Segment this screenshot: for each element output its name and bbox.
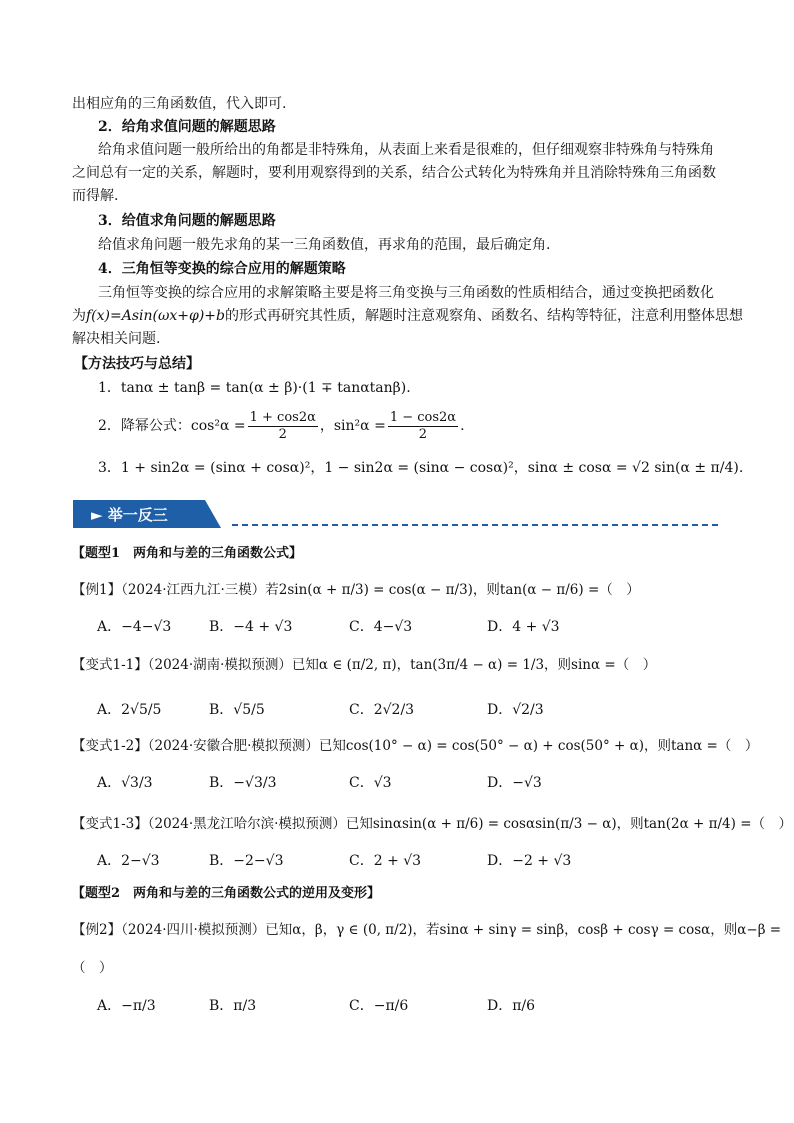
- f2-middle: ，sin²α =: [319, 418, 386, 434]
- v11-option-b: B．√5/5: [209, 702, 265, 718]
- ex2-option-d: D．π/6: [487, 998, 536, 1014]
- heading-2: 2．给角求值问题的解题思路: [98, 119, 276, 135]
- v11-option-d: D．√2/3: [487, 702, 544, 718]
- summary-formula-1: 1．tanα ± tanβ = tan(α ± β)·(1 ∓ tanαtanβ).: [98, 380, 411, 396]
- summary-formula-2: [98, 408, 465, 444]
- v12-option-a: A．√3/3: [97, 775, 153, 791]
- ex2-option-a: A．−π/3: [97, 998, 156, 1014]
- v13-option-a: A．2−√3: [97, 853, 160, 869]
- ex1-option-a: A．−4−√3: [97, 619, 172, 635]
- v13-option-b: B．−2−√3: [209, 853, 284, 869]
- f2-den-1: 2: [278, 426, 287, 442]
- paragraph-2-line-3: 而得解.: [72, 188, 119, 204]
- ex2-option-c: C．−π/6: [349, 998, 409, 1014]
- variant-1-3-stem: 【变式1-3】（2024·黑龙江哈尔滨·模拟预测）已知sinαsin(α + π/6) = cosαsin(π/3 − α)，则tan(2α + π/4) =（ ）: [72, 816, 793, 832]
- v12-option-b: B．−√3/3: [209, 775, 277, 791]
- intro-line-1: 出相应角的三角函数值，代入即可.: [72, 96, 287, 112]
- f2-end: .: [460, 418, 465, 434]
- summary-formula-3: 3．1 + sin2α = (sinα + cosα)²，1 − sin2α = (sinα − cosα)²，sinα ± cosα = √2 sin(α ± π/4).: [98, 460, 744, 476]
- paragraph-3: 给值求角问题一般先求角的某一三角函数值，再求角的范围，最后确定角.: [98, 237, 551, 253]
- v11-option-a: A．2√5/5: [97, 702, 162, 718]
- paragraph-2-line-1: 给角求值问题一般所给出的角都是非特殊角，从表面上来看是很难的，但仔细观察非特殊角与特殊角: [98, 142, 714, 158]
- summary-title: 【方法技巧与总结】: [74, 356, 200, 372]
- example-2-stem-cont: （ ）: [72, 960, 113, 976]
- example-2-stem: 【例2】（2024·四川·模拟预测）已知α，β，γ ∈ (0, π/2)，若sinα + sinγ = sinβ，cosβ + cosγ = cosα，则α−β =: [72, 922, 782, 938]
- p4-pre: 为: [72, 308, 86, 324]
- v12-option-c: C．√3: [349, 775, 392, 791]
- f2-num-2: 1 − cos2α: [389, 409, 457, 425]
- ex1-option-d: D．4 + √3: [487, 619, 560, 635]
- paragraph-2-line-2: 之间总有一定的关系，解题时，要利用观察得到的关系，结合公式转化为特殊角并且消除特殊角三角函数: [72, 165, 716, 181]
- v13-option-d: D．−2 + √3: [487, 853, 572, 869]
- v11-option-c: C．2√2/3: [349, 702, 415, 718]
- p4-post: 的形式再研究其性质，解题时注意观察角、函数名、结构等特征，注意利用整体思想: [224, 308, 743, 324]
- f2-num-1: 1 + cos2α: [249, 409, 316, 425]
- f2-fraction-2: [388, 410, 458, 443]
- paragraph-4-line-3: 解决相关问题.: [72, 331, 161, 347]
- variant-1-2-stem: 【变式1-2】（2024·安徽合肥·模拟预测）已知cos(10° − α) = cos(50° − α) + cos(50° + α)，则tanα =（ ）: [72, 738, 759, 754]
- ex1-option-b: B．−4 + √3: [209, 619, 293, 635]
- v13-option-c: C．2 + √3: [349, 853, 422, 869]
- paragraph-4-line-1: 三角恒等变换的综合应用的求解策略主要是将三角变换与三角函数的性质相结合，通过变换把函数化: [98, 285, 714, 301]
- type-1-heading: 【题型1 两角和与差的三角函数公式】: [72, 546, 303, 561]
- heading-4: 4．三角恒等变换的综合应用的解题策略: [98, 261, 346, 277]
- paragraph-4-line-2: [72, 306, 743, 326]
- f2-fraction-1: [248, 410, 318, 443]
- heading-3: 3．给值求角问题的解题思路: [98, 213, 276, 229]
- f2-den-2: 2: [418, 426, 428, 442]
- ex2-option-b: B．π/3: [209, 998, 257, 1014]
- example-1-stem: 【例1】（2024·江西九江·三模）若2sin(α + π/3) = cos(α − π/3)，则tan(α − π/6) =（ ）: [72, 582, 640, 598]
- p4-formula: f(x)=Asin(ωx+φ)+b: [86, 308, 225, 324]
- f2-prefix: 2．降幂公式：cos²α =: [98, 418, 246, 434]
- type-2-heading: 【题型2 两角和与差的三角函数公式的逆用及变形】: [72, 886, 381, 901]
- banner-dashed-divider: [232, 524, 718, 526]
- ex1-option-c: C．4−√3: [349, 619, 413, 635]
- v12-option-d: D．−√3: [487, 775, 542, 791]
- section-banner: [73, 500, 221, 528]
- banner-label: ► 举一反三: [91, 506, 168, 524]
- variant-1-1-stem: 【变式1-1】（2024·湖南·模拟预测）已知α ∈ (π/2, π)，tan(3π/4 − α) = 1/3，则sinα =（ ）: [72, 657, 657, 673]
